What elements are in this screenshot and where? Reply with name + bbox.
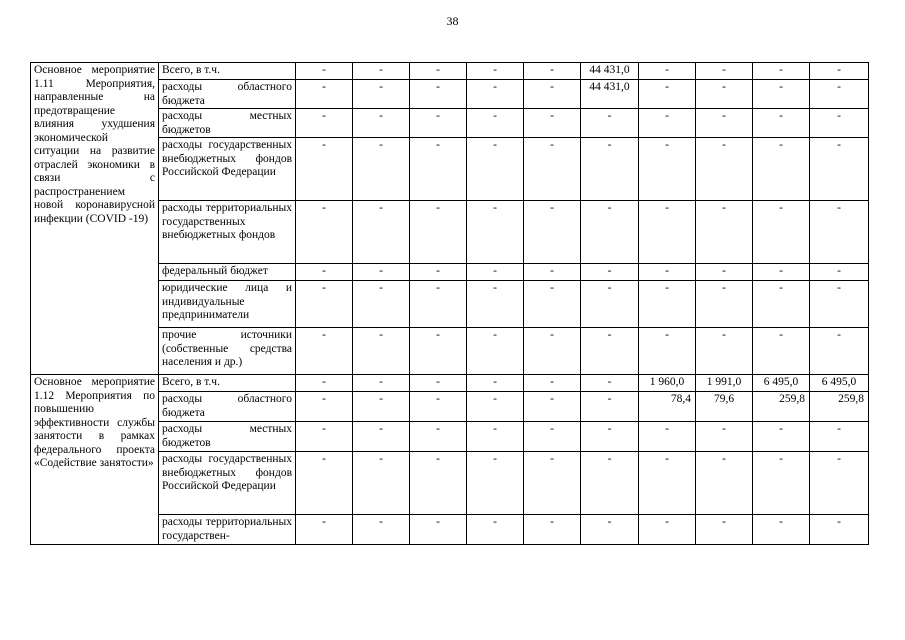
value-cell: - (524, 328, 581, 375)
value-cell: - (581, 138, 639, 201)
value-cell: - (753, 63, 810, 80)
value-cell: 6 495,0 (753, 375, 810, 392)
value-cell: - (410, 264, 467, 281)
value-cell: - (467, 392, 524, 422)
value-cell: - (696, 281, 753, 328)
value-cell: - (524, 80, 581, 109)
value-cell: - (467, 515, 524, 545)
value-cell: - (753, 264, 810, 281)
value-cell: - (296, 201, 353, 264)
value-cell: - (467, 80, 524, 109)
value-cell: - (524, 281, 581, 328)
value-cell: - (410, 452, 467, 515)
value-cell: - (581, 422, 639, 452)
value-cell: - (524, 264, 581, 281)
value-cell: - (524, 138, 581, 201)
value-cell: - (467, 264, 524, 281)
value-cell: - (581, 109, 639, 138)
value-cell: - (581, 515, 639, 545)
table-body (31, 63, 869, 545)
value-cell: - (696, 328, 753, 375)
value-cell: - (581, 264, 639, 281)
value-cell: - (810, 422, 869, 452)
value-cell: - (410, 63, 467, 80)
value-cell: 79,6 (696, 392, 753, 422)
value-cell: - (524, 109, 581, 138)
value-cell: - (296, 264, 353, 281)
value-cell: - (753, 328, 810, 375)
value-cell: - (296, 138, 353, 201)
value-cell: - (581, 375, 639, 392)
funding-source-cell: расходы местных бюджетов (159, 422, 296, 452)
value-cell: - (639, 515, 696, 545)
value-cell: - (353, 452, 410, 515)
value-cell: - (581, 452, 639, 515)
value-cell: - (581, 328, 639, 375)
value-cell: - (696, 201, 753, 264)
value-cell: - (639, 109, 696, 138)
value-cell: - (810, 138, 869, 201)
value-cell: - (524, 515, 581, 545)
value-cell: - (696, 80, 753, 109)
value-cell: - (467, 138, 524, 201)
value-cell: - (296, 63, 353, 80)
value-cell: - (696, 109, 753, 138)
value-cell: - (353, 63, 410, 80)
value-cell: - (753, 138, 810, 201)
funding-source-cell: прочие источники (собственные средства населения и др.) (159, 328, 296, 375)
value-cell: - (296, 80, 353, 109)
value-cell: - (639, 138, 696, 201)
value-cell: - (467, 63, 524, 80)
value-cell: - (296, 392, 353, 422)
value-cell: - (353, 422, 410, 452)
value-cell: - (639, 201, 696, 264)
value-cell: - (467, 109, 524, 138)
funding-source-cell: расходы территориальных государствен- (159, 515, 296, 545)
value-cell: - (753, 109, 810, 138)
funding-source-cell: юридические лица и индивидуальные предприниматели (159, 281, 296, 328)
funding-source-cell: расходы местных бюджетов (159, 109, 296, 138)
value-cell: - (296, 328, 353, 375)
funding-source-cell: расходы государственных внебюджетных фондов Российской Федерации (159, 452, 296, 515)
value-cell: - (639, 422, 696, 452)
value-cell: - (753, 80, 810, 109)
value-cell: - (810, 328, 869, 375)
value-cell: - (524, 422, 581, 452)
value-cell: - (353, 264, 410, 281)
value-cell: - (353, 328, 410, 375)
funding-source-cell: Всего, в т.ч. (159, 63, 296, 80)
value-cell: - (639, 452, 696, 515)
value-cell: - (810, 264, 869, 281)
funding-source-cell: расходы областного бюджета (159, 80, 296, 109)
value-cell: - (353, 392, 410, 422)
value-cell: - (467, 452, 524, 515)
value-cell: - (296, 422, 353, 452)
value-cell: - (696, 515, 753, 545)
value-cell: 44 431,0 (581, 63, 639, 80)
value-cell: - (753, 281, 810, 328)
value-cell: - (581, 392, 639, 422)
value-cell: - (810, 109, 869, 138)
program-name-cell: Основное мероприятие 1.11 Мероприятия, направленные на предотвращение влияния ухудшения экономической ситуации на развитие отраслей экономики в связи с распространением новой коронавирусной инфекции (COVID -19) (31, 63, 159, 375)
value-cell: - (410, 201, 467, 264)
value-cell: 44 431,0 (581, 80, 639, 109)
value-cell: - (410, 138, 467, 201)
value-cell: - (810, 452, 869, 515)
funding-source-cell: расходы государственных внебюджетных фондов Российской Федерации (159, 138, 296, 201)
value-cell: - (467, 328, 524, 375)
value-cell: 6 495,0 (810, 375, 869, 392)
value-cell: - (753, 422, 810, 452)
value-cell: - (753, 452, 810, 515)
value-cell: - (410, 328, 467, 375)
value-cell: - (467, 281, 524, 328)
value-cell: - (639, 328, 696, 375)
table-row (31, 63, 869, 80)
value-cell: - (353, 375, 410, 392)
value-cell: - (296, 375, 353, 392)
value-cell: 78,4 (639, 392, 696, 422)
value-cell: - (810, 63, 869, 80)
page-number: 38 (446, 14, 459, 28)
value-cell: - (753, 201, 810, 264)
value-cell: - (639, 80, 696, 109)
value-cell: - (296, 452, 353, 515)
value-cell: - (410, 281, 467, 328)
value-cell: - (810, 281, 869, 328)
value-cell: - (810, 201, 869, 264)
value-cell: - (639, 264, 696, 281)
value-cell: 1 960,0 (639, 375, 696, 392)
value-cell: - (810, 515, 869, 545)
value-cell: - (467, 375, 524, 392)
funding-source-cell: федеральный бюджет (159, 264, 296, 281)
value-cell: - (753, 515, 810, 545)
value-cell: - (524, 201, 581, 264)
value-cell: - (410, 515, 467, 545)
value-cell: - (524, 392, 581, 422)
value-cell: - (524, 375, 581, 392)
value-cell: - (296, 281, 353, 328)
program-name-cell: Основное мероприятие 1.12 Мероприятия по повышению эффективности службы занятости в рамках федерального проекта «Содействие занятости» (31, 375, 159, 545)
value-cell: - (581, 281, 639, 328)
value-cell: - (410, 422, 467, 452)
value-cell: 259,8 (810, 392, 869, 422)
table-row (31, 375, 869, 392)
value-cell: 259,8 (753, 392, 810, 422)
value-cell: - (524, 63, 581, 80)
value-cell: - (353, 109, 410, 138)
funding-source-cell: расходы территориальных государственных внебюджетных фондов (159, 201, 296, 264)
value-cell: 1 991,0 (696, 375, 753, 392)
value-cell: - (639, 63, 696, 80)
value-cell: - (353, 515, 410, 545)
value-cell: - (696, 138, 753, 201)
value-cell: - (353, 281, 410, 328)
funding-source-cell: Всего, в т.ч. (159, 375, 296, 392)
value-cell: - (467, 201, 524, 264)
funding-source-cell: расходы областного бюджета (159, 392, 296, 422)
value-cell: - (410, 392, 467, 422)
value-cell: - (410, 80, 467, 109)
value-cell: - (410, 109, 467, 138)
value-cell: - (296, 109, 353, 138)
value-cell: - (524, 452, 581, 515)
value-cell: - (353, 138, 410, 201)
value-cell: - (696, 264, 753, 281)
value-cell: - (696, 63, 753, 80)
value-cell: - (810, 80, 869, 109)
value-cell: - (353, 201, 410, 264)
value-cell: - (467, 422, 524, 452)
budget-table (30, 62, 869, 545)
value-cell: - (639, 281, 696, 328)
value-cell: - (696, 452, 753, 515)
value-cell: - (410, 375, 467, 392)
value-cell: - (296, 515, 353, 545)
value-cell: - (353, 80, 410, 109)
value-cell: - (696, 422, 753, 452)
value-cell: - (581, 201, 639, 264)
